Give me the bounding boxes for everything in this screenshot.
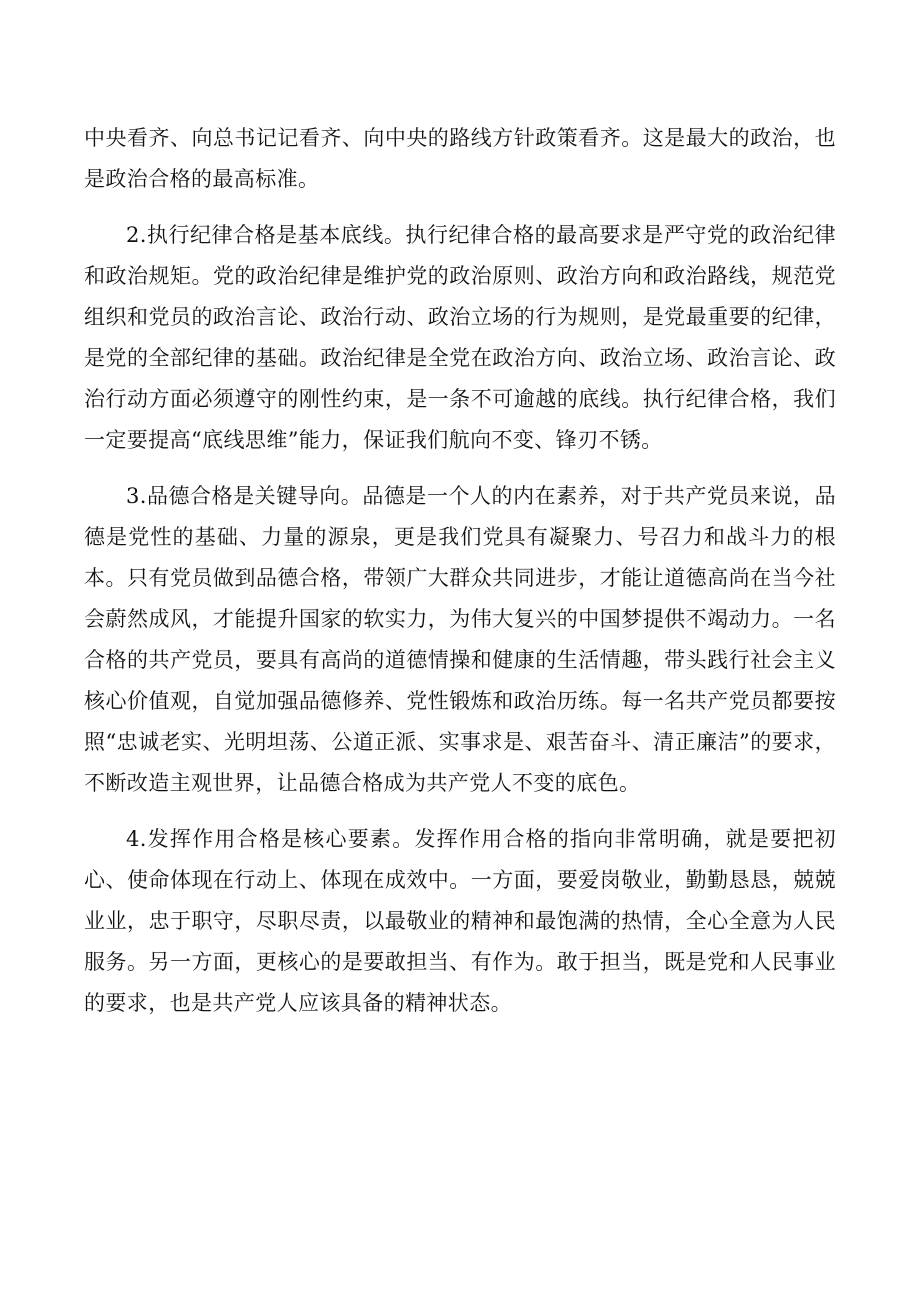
paragraph-2-discipline: 2.执行纪律合格是基本底线。执行纪律合格的最高要求是严守党的政治纪律和政治规矩。党的政治纪律是维护党的政治原则、政治方向和政治路线，规范党组织和党员的政治言论、政治行动、政治立场的行为规则，是党最重要的纪律，是党的全部纪律的基础。政治纪律是全党在政治方向、政治立场、政治言论、政治行动方面必须遵守的刚性约束，是一条不可逾越的底线。执行纪律合格，我们一定要提高“底线思维”能力，保证我们航向不变、锋刃不锈。	[84, 223, 836, 452]
paragraph-3-morality: 3.品德合格是关键导向。品德是一个人的内在素养，对于共产党员来说，品德是党性的基础、力量的源泉，更是我们党具有凝聚力、号召力和战斗力的根本。只有党员做到品德合格，带领广大群众共同进步，才能让道德高尚在当今社会蔚然成风，才能提升国家的软实力，为伟大复兴的中国梦提供不竭动力。一名合格的共产党员，要具有高尚的道德情操和健康的生活情趣，带头践行社会主义核心价值观，自觉加强品德修养、党性锻炼和政治历练。每一名共产党员都要按照“忠诚老实、光明坦荡、公道正派、实事求是、艰苦奋斗、清正廉洁”的要求，不断改造主观世界，让品德合格成为共产党人不变的底色。	[84, 484, 836, 795]
document-body	[84, 118, 836, 1024]
paragraph-4-role: 4.发挥作用合格是核心要素。发挥作用合格的指向非常明确，就是要把初心、使命体现在行动上、体现在成效中。一方面，要爱岗敬业，勤勤恳恳，兢兢业业，忠于职守，尽职尽责，以最敬业的精神和最饱满的热情，全心全意为人民服务。另一方面，更核心的是要敢担当、有作为。敢于担当，既是党和人民事业的要求，也是共产党人应该具备的精神状态。	[84, 827, 836, 1015]
paragraph-1-continued: 中央看齐、向总书记记看齐、向中央的路线方针政策看齐。这是最大的政治，也是政治合格的最高标准。	[84, 126, 836, 191]
